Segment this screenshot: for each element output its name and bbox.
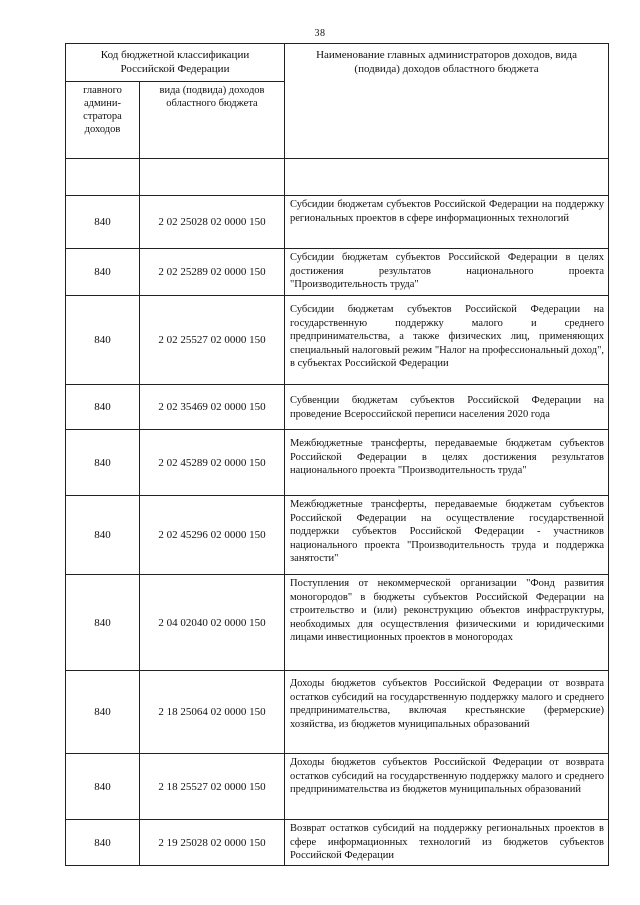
header-income-code: вида (подвида) доходов областного бюджета: [140, 82, 285, 159]
admin-code-cell: 840: [66, 820, 140, 866]
income-code-cell: 2 18 25527 02 0000 150: [140, 754, 285, 820]
income-code-cell: 2 02 45296 02 0000 150: [140, 496, 285, 575]
admin-code-cell: 840: [66, 496, 140, 575]
table-row: [66, 196, 609, 249]
income-code-cell: 2 18 25064 02 0000 150: [140, 671, 285, 754]
income-name-cell: Доходы бюджетов субъектов Российской Федерации от возврата остатков субсидий на государственную поддержку малого и среднего предпринимательства из бюджетов муниципальных образований: [285, 754, 609, 820]
header-spacer-row: [66, 159, 609, 196]
table-row: [66, 575, 609, 671]
table-row: [66, 820, 609, 866]
table-row: [66, 430, 609, 496]
table-row: [66, 496, 609, 575]
admin-code-cell: 840: [66, 385, 140, 430]
income-name-cell: Субсидии бюджетам субъектов Российской Федерации на поддержку региональных проектов в сфере информационных технологий: [285, 196, 609, 249]
admin-code-cell: 840: [66, 196, 140, 249]
income-code-cell: 2 19 25028 02 0000 150: [140, 820, 285, 866]
admin-code-cell: 840: [66, 575, 140, 671]
page-number: 38: [314, 28, 326, 39]
admin-code-cell: 840: [66, 296, 140, 385]
header-code-group: Код бюджетной классификации Российской Федерации: [66, 44, 285, 82]
header-admin-code: главного админи-стратора доходов: [66, 82, 140, 159]
income-name-cell: Субвенции бюджетам субъектов Российской Федерации на проведение Всероссийской переписи населения 2020 года: [285, 385, 609, 430]
admin-code-cell: 840: [66, 671, 140, 754]
income-name-cell: Межбюджетные трансферты, передаваемые бюджетам субъектов Российской Федерации в целях достижения результатов национального проекта "Производительность труда": [285, 430, 609, 496]
income-code-cell: 2 02 45289 02 0000 150: [140, 430, 285, 496]
income-name-cell: Субсидии бюджетам субъектов Российской Федерации на государственную поддержку малого и среднего предпринимательства, а также физических лиц, применяющих специальный налоговый режим "Налог на профессиональный доход", в субъектах Российской Федерации: [285, 296, 609, 385]
table-row: [66, 754, 609, 820]
table-row: [66, 671, 609, 754]
table-row: [66, 385, 609, 430]
table-row: [66, 249, 609, 296]
income-code-cell: 2 02 25028 02 0000 150: [140, 196, 285, 249]
table-row: [66, 296, 609, 385]
admin-code-cell: 840: [66, 430, 140, 496]
income-name-cell: Доходы бюджетов субъектов Российской Федерации от возврата остатков субсидий на государственную поддержку малого и среднего предпринимательства, включая крестьянские (фермерские) хозяйства, из бюджетов муниципальных образований: [285, 671, 609, 754]
income-name-cell: Возврат остатков субсидий на поддержку региональных проектов в сфере информационных технологий из бюджетов субъектов Российской Федерации: [285, 820, 609, 866]
income-code-cell: 2 02 25289 02 0000 150: [140, 249, 285, 296]
income-name-cell: Субсидии бюджетам субъектов Российской Федерации в целях достижения результатов национального проекта "Производительность труда": [285, 249, 609, 296]
income-code-cell: 2 02 35469 02 0000 150: [140, 385, 285, 430]
header-name: Наименование главных администраторов доходов, вида (подвида) доходов областного бюджета: [285, 44, 609, 159]
admin-code-cell: 840: [66, 249, 140, 296]
income-name-cell: Межбюджетные трансферты, передаваемые бюджетам субъектов Российской Федерации на осуществление государственной поддержки субъектов Российской Федерации - участников национального проекта "Производительность труда и поддержка занятости": [285, 496, 609, 575]
income-code-cell: 2 02 25527 02 0000 150: [140, 296, 285, 385]
admin-code-cell: 840: [66, 754, 140, 820]
income-name-cell: Поступления от некоммерческой организации "Фонд развития моногородов" в бюджеты субъектов Российской Федерации на строительство и (или) реконструкцию объектов инфраструктуры, необходимых для осуществления физическими и юридическими лицами инвестиционных проектов в моногородах: [285, 575, 609, 671]
income-code-cell: 2 04 02040 02 0000 150: [140, 575, 285, 671]
budget-classification-table: [65, 43, 609, 866]
